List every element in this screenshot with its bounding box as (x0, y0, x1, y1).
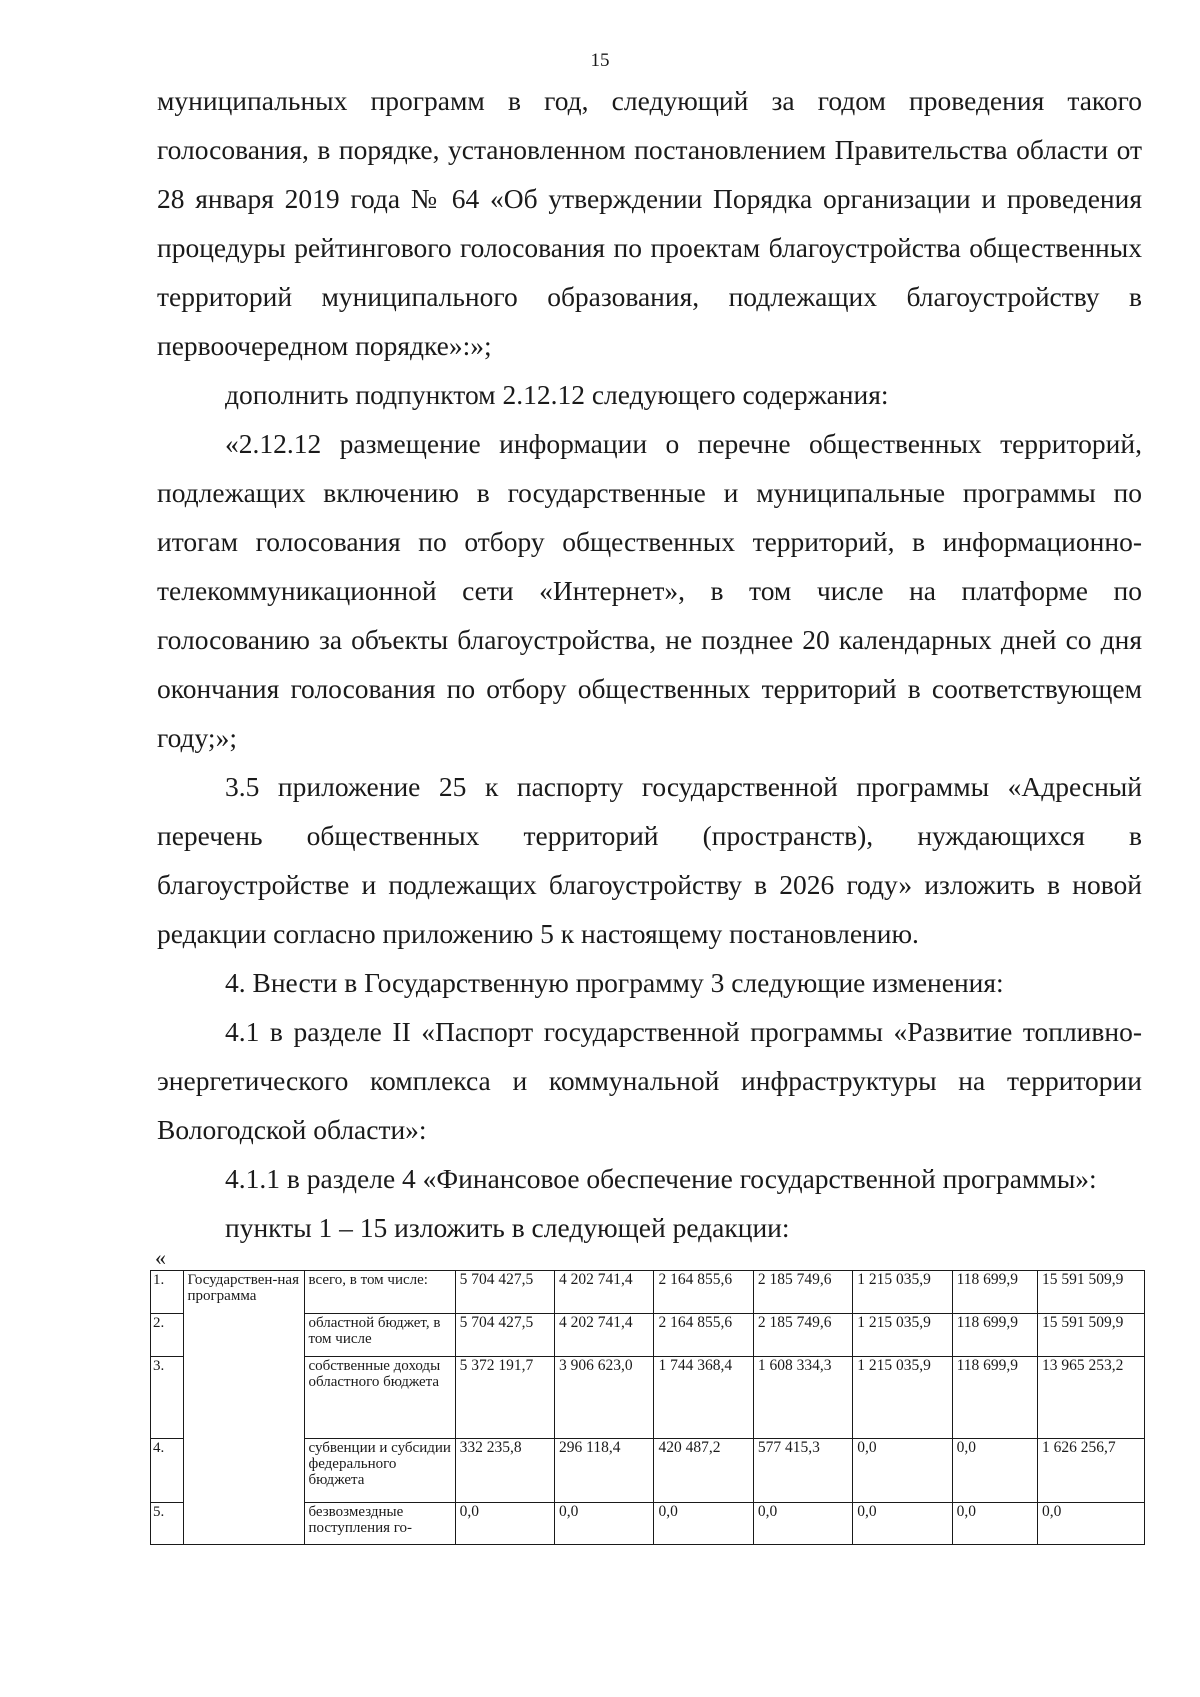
row-number: 1. (151, 1271, 184, 1314)
value-cell: 0,0 (555, 1503, 654, 1545)
value-cell: 3 906 623,0 (555, 1357, 654, 1439)
total-cell: 15 591 509,9 (1037, 1314, 1144, 1357)
row-name: субвенции и субсидии федерального бюджета (305, 1439, 455, 1503)
total-cell: 0,0 (1037, 1503, 1144, 1545)
row-number: 2. (151, 1314, 184, 1357)
value-cell: 0,0 (952, 1503, 1037, 1545)
paragraph-items-1-15: пункты 1 – 15 изложить в следующей редакции: (225, 1212, 790, 1243)
value-cell: 1 608 334,3 (753, 1357, 852, 1439)
value-cell: 2 164 855,6 (654, 1314, 753, 1357)
value-cell: 2 164 855,6 (654, 1271, 753, 1314)
row-name: областной бюджет, в том числе (305, 1314, 455, 1357)
table-open-quote: « (155, 1245, 166, 1270)
value-cell: 5 704 427,5 (455, 1314, 554, 1357)
value-cell: 577 415,3 (753, 1439, 852, 1503)
row-name: безвозмездные поступления го- (305, 1503, 455, 1545)
value-cell: 1 215 035,9 (853, 1271, 952, 1314)
value-cell: 0,0 (853, 1439, 952, 1503)
value-cell: 1 744 368,4 (654, 1357, 753, 1439)
value-cell: 296 118,4 (555, 1439, 654, 1503)
total-cell: 1 626 256,7 (1037, 1439, 1144, 1503)
table-row (151, 1271, 1145, 1314)
value-cell: 332 235,8 (455, 1439, 554, 1503)
value-cell: 0,0 (654, 1503, 753, 1545)
document-body (157, 76, 1142, 1252)
total-cell: 15 591 509,9 (1037, 1271, 1144, 1314)
value-cell: 0,0 (753, 1503, 852, 1545)
value-cell: 118 699,9 (952, 1357, 1037, 1439)
row-number: 4. (151, 1439, 184, 1503)
paragraph-item-4-1: 4.1 в разделе II «Паспорт государственной программы «Развитие топливно-энергетического комплекса и коммунальной инфраструктуры на территории Вологодской области»: (157, 1016, 1142, 1145)
program-label: Государствен-ная программа (184, 1271, 305, 1545)
financing-table (150, 1270, 1145, 1545)
value-cell: 2 185 749,6 (753, 1271, 852, 1314)
value-cell: 0,0 (853, 1503, 952, 1545)
value-cell: 420 487,2 (654, 1439, 753, 1503)
value-cell: 5 372 191,7 (455, 1357, 554, 1439)
value-cell: 1 215 035,9 (853, 1357, 952, 1439)
value-cell: 1 215 035,9 (853, 1314, 952, 1357)
value-cell: 118 699,9 (952, 1271, 1037, 1314)
value-cell: 5 704 427,5 (455, 1271, 554, 1314)
value-cell: 0,0 (455, 1503, 554, 1545)
row-number: 5. (151, 1503, 184, 1545)
value-cell: 118 699,9 (952, 1314, 1037, 1357)
value-cell: 4 202 741,4 (555, 1271, 654, 1314)
row-name: всего, в том числе: (305, 1271, 455, 1314)
row-name: собственные доходы областного бюджета (305, 1357, 455, 1439)
total-cell: 13 965 253,2 (1037, 1357, 1144, 1439)
value-cell: 4 202 741,4 (555, 1314, 654, 1357)
paragraph-item-4-1-1: 4.1.1 в разделе 4 «Финансовое обеспечение государственной программы»: (225, 1163, 1097, 1194)
row-number: 3. (151, 1357, 184, 1439)
paragraph-continuation: муниципальных программ в год, следующий за годом проведения такого голосования, в порядке, установленном постановлением Правительства области от 28 января 2019 года № 64 «Об утверждении Порядка организации и проведения процедуры рейтингового голосования по проектам благоустройства общественных территорий муниципального образования, подлежащих благоустройству в первоочередном порядке»:»; (157, 85, 1142, 361)
page-number: 15 (590, 50, 610, 71)
paragraph-item-4: 4. Внести в Государственную программу 3 следующие изменения: (225, 967, 1004, 998)
paragraph-item-3-5: 3.5 приложение 25 к паспорту государственной программы «Адресный перечень общественных территорий (пространств), нуждающихся в благоустройстве и подлежащих благоустройству в 2026 году» изложить в новой редакции согласно приложению 5 к настоящему постановлению. (157, 771, 1142, 949)
value-cell: 2 185 749,6 (753, 1314, 852, 1357)
paragraph-item-2-12-12: «2.12.12 размещение информации о перечне общественных территорий, подлежащих включению в государственные и муниципальные программы по итогам голосования по отбору общественных территорий, в информационно-телекоммуникационной сети «Интернет», в том числе на платформе по голосованию за объекты благоустройства, не позднее 20 календарных дней со дня окончания голосования по отбору общественных территорий в соответствующем году;»; (157, 428, 1142, 753)
paragraph-supplement-2-12-12: дополнить подпунктом 2.12.12 следующего содержания: (225, 379, 889, 410)
value-cell: 0,0 (952, 1439, 1037, 1503)
